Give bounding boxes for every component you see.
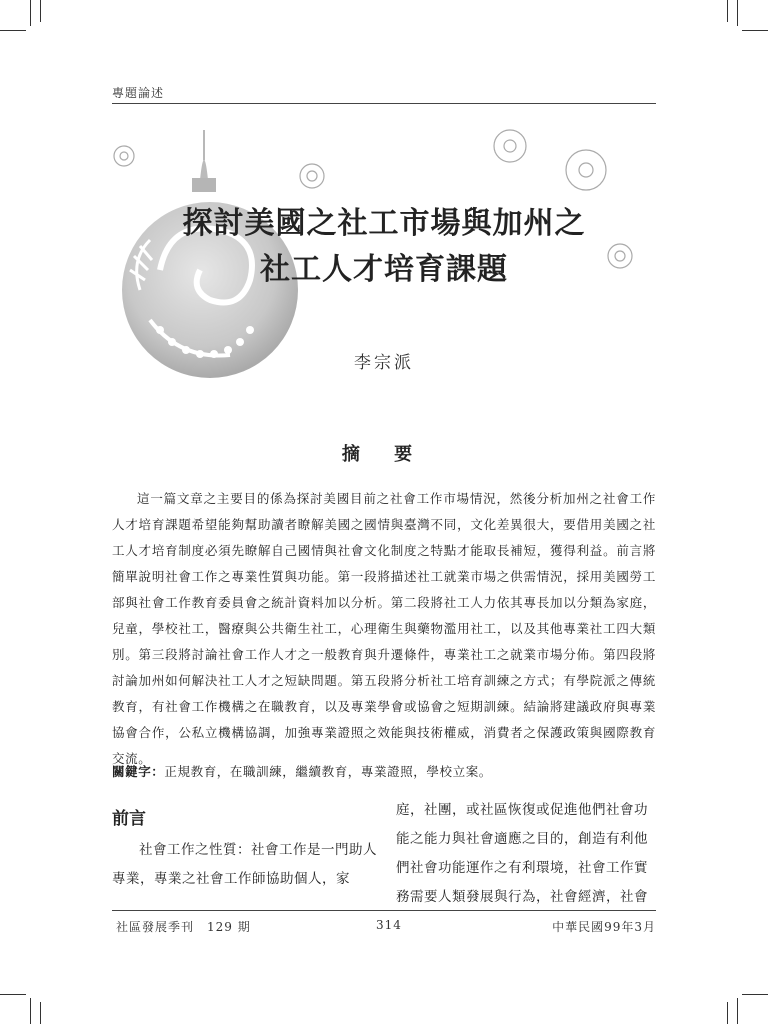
author-name: 李宗派 [354,353,414,373]
keywords [112,762,656,780]
crop-mark [727,1002,728,1024]
crop-mark [737,998,738,1024]
crop-mark [40,0,41,22]
article-title-line2: 社工人才培育課題 [260,252,508,287]
crop-mark [737,0,738,26]
crop-mark [0,994,26,995]
footer-rule [112,910,656,911]
keywords-label: 關鍵字： [112,764,165,779]
body-column-right [396,796,656,912]
abstract-heading: 摘 要 [341,444,427,465]
intro-text-right: 庭，社團，或社區恢復或促進他們社會功能之能力與社會適應之目的，創造有利他們社會功能運作之有利環境，社會工作實務需要人類發展與行為，社會經濟，社會 [396,802,648,905]
section-heading-intro: 前言 [112,809,146,829]
crop-mark [30,998,31,1024]
section-tag: 專題論述 [112,86,165,100]
abstract-body [112,486,656,772]
body-column-left [112,836,380,894]
footer-date: 中華民國99年3月 [552,920,656,934]
article-title-line1: 探討美國之社工市場與加州之 [182,206,586,241]
header-rule [112,103,656,104]
intro-text-left: 社會工作之性質：社會工作是一門助人專業，專業之社會工作師協助個人，家 [112,842,377,887]
crop-mark [727,0,728,22]
crop-mark [742,30,768,31]
keywords-text: 正規教育，在職訓練，繼續教育，專業證照，學校立案。 [164,764,492,779]
abstract-text: 這一篇文章之主要目的係為探討美國目前之社會工作市場情況，然後分析加州之社會工作人才培育課題希望能夠幫助讀者瞭解美國之國情與臺灣不同，文化差異很大，要借用美國之社工人才培育制度必須先瞭解自己國情與社會文化制度之特點才能取長補短，獲得利益。前言將簡單說明社會工作之專業性質與功能。第一段將描述社工就業市場之供需情況，採用美國勞工部與社會工作教育委員會之統計資料加以分析。第二段將社工人力依其專長加以分類為家庭，兒童，學校社工，醫療與公共衛生社工，心理衛生與藥物濫用社工，以及其他專業社工四大類別。第三段將討論社會工作人才之一般教育與升遷條件，專業社工之就業市場分佈。第四段將討論加州如何解決社工人才之短缺問題。第五段將分析社工培育訓練之方式；有學院派之傳統教育，有社會工作機構之在職教育，以及專業學會或協會之短期訓練。結論將建議政府與專業協會合作，公私立機構協調，加強專業證照之效能與技術權威，消費者之保護政策與國際教育交流。 [112,491,656,766]
crop-mark [0,30,26,31]
crop-mark [40,1002,41,1024]
crop-mark [30,0,31,26]
crop-mark [742,994,768,995]
page-number: 314 [376,918,402,932]
footer-journal: 社區發展季刊 129 期 [116,920,251,934]
